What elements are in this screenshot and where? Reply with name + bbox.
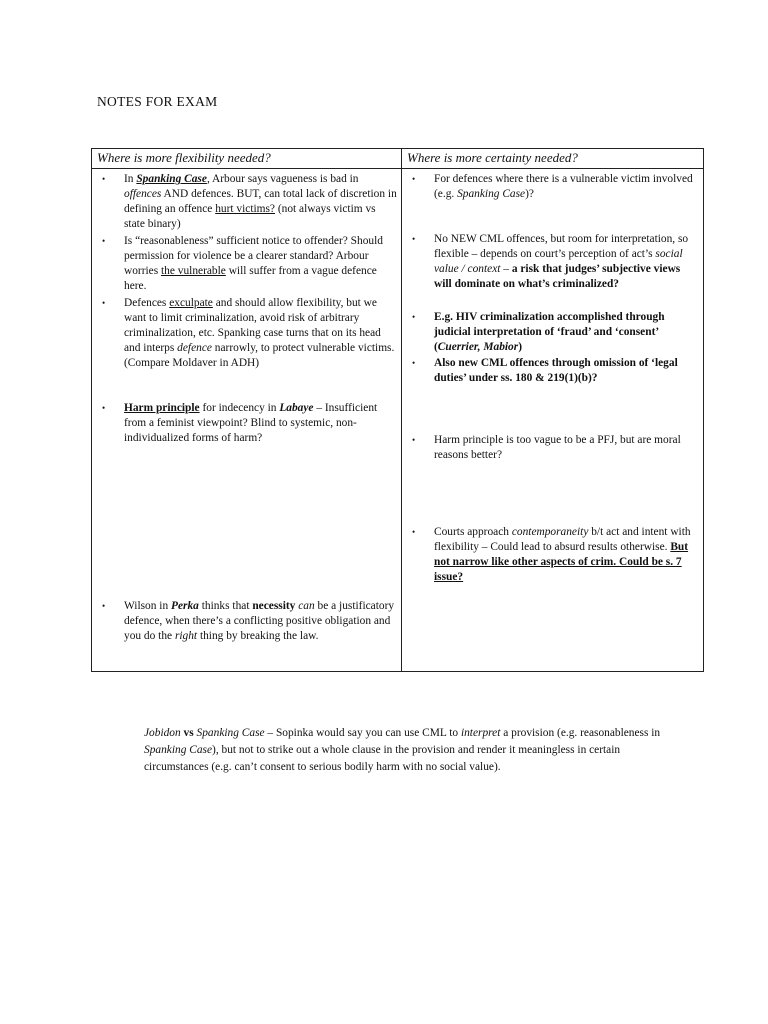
bullet-icon: • [102, 403, 106, 413]
bullet-icon: • [412, 435, 416, 445]
item-text-segment: and should allow flexibility, but we want to limit criminalization, avoid risk of arbitrary criminalization, etc. Spanking case turns that on its head and interps [124, 297, 381, 354]
item-text [434, 356, 699, 386]
certainty-item-vulnerable-victim [408, 172, 699, 202]
item-text-segment: – [500, 263, 512, 275]
item-text-segment: Labaye [279, 402, 314, 414]
item-text-segment: In [124, 173, 137, 185]
item-text-segment: defence [177, 342, 212, 354]
flexibility-item-harm-principle [98, 401, 397, 446]
item-text-segment: thinks that [198, 600, 253, 612]
header-flexibility: Where is more flexibility needed? [92, 149, 402, 169]
item-text-segment: (not always victim vs state binary) [124, 203, 376, 230]
item-text-segment: social value / context [434, 248, 683, 275]
item-text-segment: exculpate [169, 297, 213, 309]
item-text-segment: offences [124, 188, 162, 200]
item-text-segment: Perka [171, 600, 199, 612]
bullet-icon: • [102, 298, 106, 308]
table-header-row [92, 149, 704, 169]
bullet-icon: • [412, 358, 416, 368]
item-text-segment: will suffer from a vague defence here. [124, 265, 377, 292]
note-text-segment: a provision (e.g. reasonableness in [500, 727, 661, 739]
item-text-segment: a risk that judges’ subjective views will dominate on what’s criminalized? [434, 263, 681, 290]
item-text-segment: the vulnerable [161, 265, 226, 277]
header-certainty: Where is more certainty needed? [402, 149, 704, 169]
item-text-segment: Wilson in [124, 600, 172, 612]
bullet-icon: • [412, 312, 416, 322]
certainty-item-omission [408, 356, 699, 386]
note-text-segment: interpret [460, 727, 501, 739]
item-text-segment: But not narrow like other aspects of crim. Could be s. 7 issue? [434, 541, 689, 583]
item-text-segment: right [174, 630, 198, 642]
flexibility-item-reasonableness [98, 234, 397, 294]
bullet-icon: • [102, 236, 106, 246]
item-text-segment: Courts approach [434, 526, 512, 538]
certainty-item-pfj [408, 433, 699, 463]
note-text-segment: Spanking Case [144, 744, 213, 756]
item-text [434, 232, 699, 292]
item-text-segment: Harm principle [124, 402, 200, 414]
item-text-segment: AND defences. BUT, can total lack of discretion in defining an offence [124, 188, 397, 215]
note-text-segment: ), but not to strike out a whole clause in the provision and render it meaningless in certain circumstances (e.g. can’t consent to serious bodily harm with no social value). [144, 744, 621, 773]
item-text [434, 172, 699, 202]
note-text-segment: – Sopinka would say you can use CML to [264, 727, 461, 739]
item-text-segment: )? [525, 188, 534, 200]
item-text [434, 310, 699, 355]
bullet-icon: • [412, 234, 416, 244]
certainty-item-contemporaneity [408, 525, 699, 585]
bullet-icon: • [412, 174, 416, 184]
item-text [124, 401, 397, 446]
item-text-segment: thing by breaking the law. [197, 630, 319, 642]
certainty-column [402, 169, 704, 672]
note-text-segment: vs [180, 727, 197, 739]
bullet-icon: • [102, 601, 106, 611]
item-text-segment: E.g. HIV criminalization accomplished through judicial interpretation of ‘fraud’ and ‘consent’ ( [434, 311, 665, 353]
item-text-segment: hurt victims? [215, 203, 275, 215]
bullet-icon: • [412, 527, 416, 537]
jobidon-note [144, 725, 664, 776]
item-text [124, 234, 397, 294]
bullet-icon: • [102, 174, 106, 184]
flexibility-column [92, 169, 402, 672]
item-text-segment: narrowly, to protect vulnerable victims. (Compare Moldaver in ADH) [124, 342, 395, 369]
item-text-segment: – Insufficient from a feminist viewpoint? Blind to systemic, non-individualized forms of harm? [124, 402, 378, 444]
note-text-segment: Jobidon [144, 727, 181, 739]
certainty-item-hiv [408, 310, 699, 355]
item-text-segment: for indecency in [199, 402, 280, 414]
item-text-segment: Defences [124, 297, 170, 309]
table-body-row [92, 169, 704, 672]
item-text [124, 296, 397, 371]
item-text-segment: b/t act and intent with flexibility – Could lead to absurd results otherwise. [434, 526, 691, 553]
certainty-item-no-new-cml [408, 232, 699, 292]
item-text [124, 599, 397, 644]
item-text-segment: be a justificatory defence, when there’s a conflicting positive obligation and you do the [124, 600, 395, 642]
item-text-segment: , Arbour says vagueness is bad in [206, 173, 359, 185]
flexibility-item-spanking [98, 172, 397, 232]
flexibility-item-defences [98, 296, 397, 371]
item-text [434, 525, 699, 585]
item-text-segment: Harm principle is too vague to be a PFJ, but are moral reasons better? [434, 434, 681, 461]
note-text-segment: Spanking Case [196, 727, 265, 739]
item-text [124, 172, 397, 232]
item-text-segment: Spanking Case [136, 173, 207, 185]
item-text-segment: Spanking Case [457, 188, 526, 200]
item-text-segment: ) [518, 341, 522, 353]
item-text [434, 433, 699, 463]
item-text-segment: can [298, 600, 315, 612]
notes-table [91, 148, 704, 672]
item-text-segment: Cuerrier, Mabior [437, 341, 519, 353]
item-text-segment: contemporaneity [511, 526, 589, 538]
item-text-segment: necessity [252, 600, 296, 612]
item-text-segment: For defences where there is a vulnerable victim involved (e.g. [434, 173, 693, 200]
document-title: NOTES FOR EXAM [97, 94, 218, 109]
flexibility-item-perka [98, 599, 397, 644]
item-text-segment: Also new CML offences through omission of ‘legal duties’ under ss. 180 & 219(1)(b)? [434, 357, 678, 384]
item-text-segment: No NEW CML offences, but room for interpretation, so flexible – depends on court’s perception of act’s [434, 233, 689, 260]
item-text-segment: Is “reasonableness” sufficient notice to offender? Should permission for violence be a clearer standard? Arbour worries [124, 235, 383, 277]
